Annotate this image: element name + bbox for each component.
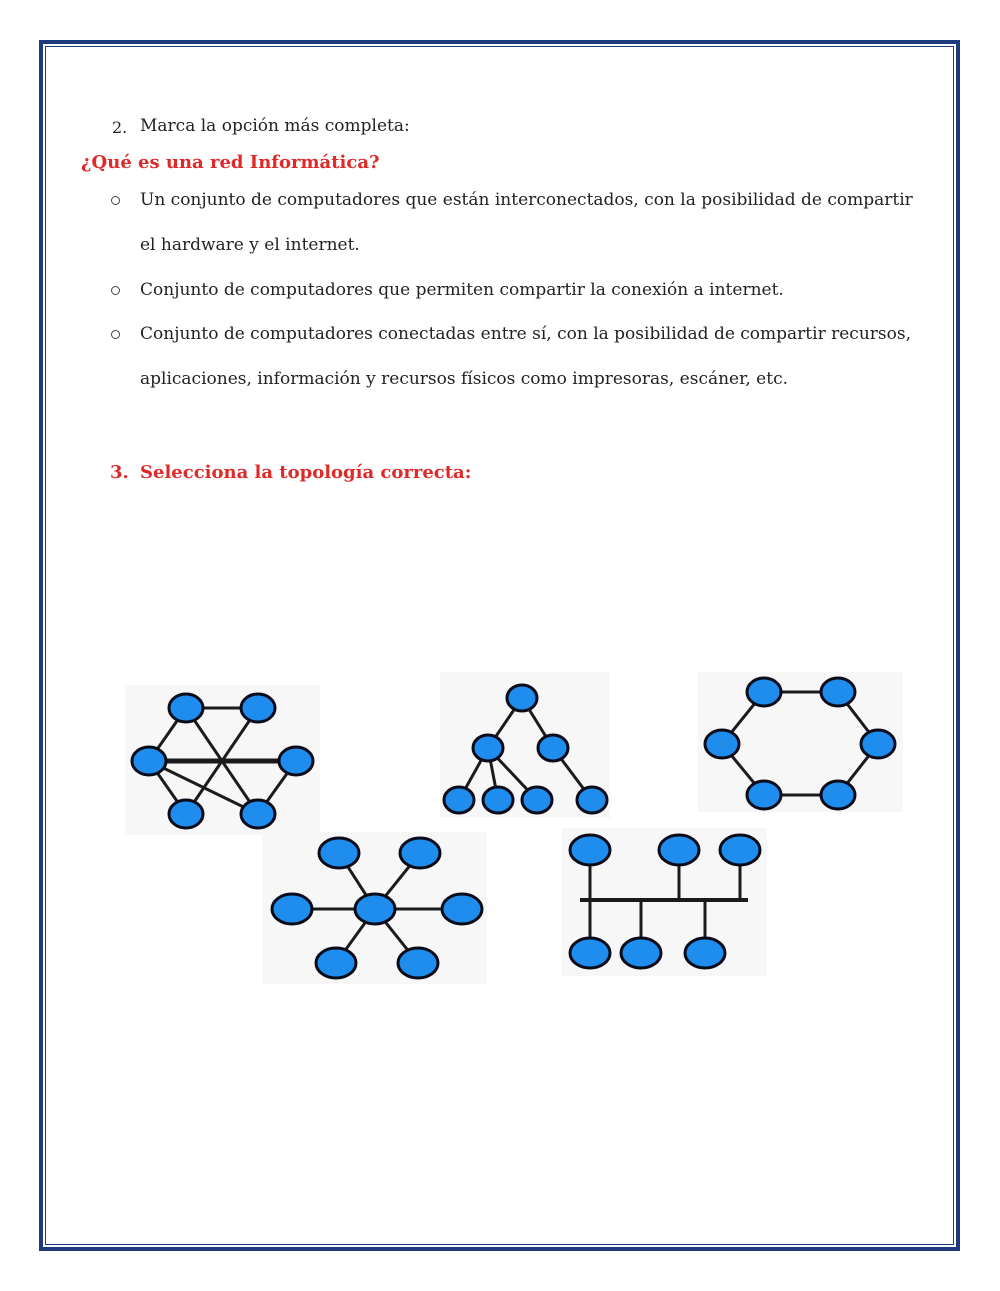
node-icon — [685, 938, 725, 968]
option-3-radio[interactable] — [111, 330, 120, 339]
node-icon — [241, 800, 275, 828]
hub-node-icon — [355, 894, 395, 924]
node-icon — [398, 948, 438, 978]
mesh-topology-diagram[interactable] — [125, 685, 320, 835]
node-icon — [747, 781, 781, 809]
bus-topology-diagram[interactable] — [562, 828, 767, 976]
option-1-line-2: el hardware y el internet. — [140, 235, 360, 255]
ring-topology-diagram[interactable] — [698, 672, 903, 812]
node-icon — [473, 735, 503, 761]
node-icon — [169, 800, 203, 828]
node-icon — [272, 894, 312, 924]
node-icon — [821, 678, 855, 706]
question-3-prompt: Selecciona la topología correcta: — [140, 462, 472, 483]
node-icon — [821, 781, 855, 809]
option-3-line-2: aplicaciones, información y recursos físicos como impresoras, escáner, etc. — [140, 369, 789, 389]
node-icon — [747, 678, 781, 706]
node-icon — [279, 747, 313, 775]
tree-topology-diagram[interactable] — [440, 672, 610, 818]
node-icon — [132, 747, 166, 775]
question-2-heading: ¿Qué es una red Informática? — [81, 152, 380, 173]
node-icon — [861, 730, 895, 758]
node-icon — [169, 694, 203, 722]
option-2-radio[interactable] — [111, 286, 120, 295]
node-icon — [570, 835, 610, 865]
node-icon — [522, 787, 552, 813]
option-1-line-1: Un conjunto de computadores que están interconectados, con la posibilidad de compartir — [140, 190, 913, 210]
page-border-inner — [45, 46, 954, 1245]
option-2-line-1: Conjunto de computadores que permiten compartir la conexión a internet. — [140, 280, 784, 300]
node-icon — [319, 838, 359, 868]
node-icon — [442, 894, 482, 924]
node-icon — [483, 787, 513, 813]
star-topology-diagram[interactable] — [262, 832, 487, 984]
node-icon — [659, 835, 699, 865]
node-icon — [720, 835, 760, 865]
node-icon — [570, 938, 610, 968]
node-icon — [444, 787, 474, 813]
question-2-number: 2. — [112, 118, 128, 137]
node-icon — [507, 685, 537, 711]
node-icon — [705, 730, 739, 758]
node-icon — [316, 948, 356, 978]
node-icon — [538, 735, 568, 761]
option-3-line-1: Conjunto de computadores conectadas entre sí, con la posibilidad de compartir recursos, — [140, 324, 911, 344]
node-icon — [241, 694, 275, 722]
question-2-prompt: Marca la opción más completa: — [140, 116, 410, 136]
node-icon — [400, 838, 440, 868]
node-icon — [621, 938, 661, 968]
node-icon — [577, 787, 607, 813]
option-1-radio[interactable] — [111, 196, 120, 205]
question-3-number: 3. — [110, 462, 129, 483]
